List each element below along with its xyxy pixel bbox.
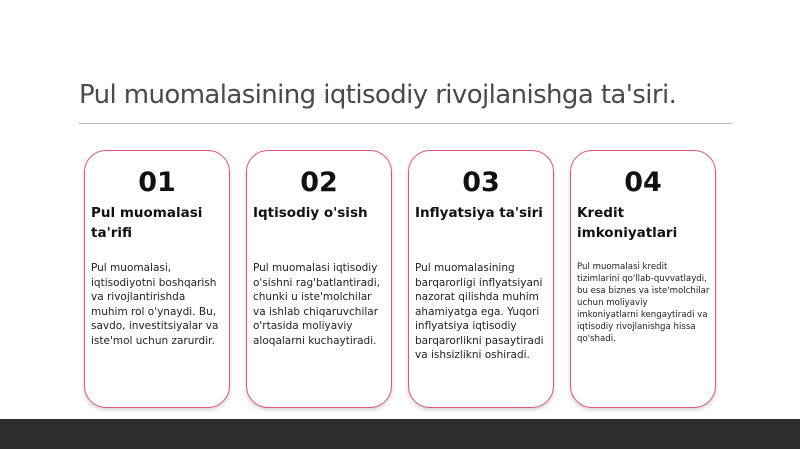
card-heading: Inflyatsiya ta'siri <box>415 205 543 221</box>
card-body: Pul muomalasi, iqtisodiyotni boshqarish va rivojlantirishda muhim rol o'ynaydi. Bu, savdo, investitsiyalar va iste'mol uchun zarurdir. <box>91 262 219 347</box>
card-iqtisodiy-osish <box>246 150 392 408</box>
card-kredit-imkoniyatlari <box>570 150 716 408</box>
card-number: 01 <box>138 167 176 198</box>
card-number: 02 <box>300 167 338 198</box>
card-inflyatsiya-tasiri <box>408 150 554 408</box>
card-body: Pul muomalasining barqarorligi inflyatsiyani nazorat qilishda muhim ahamiyatga ega. Yuqori inflyatsiya iqtisodiy barqarorlikni pasaytiradi va ishsizlikni oshiradi. <box>415 262 544 361</box>
card-number: 03 <box>462 167 500 198</box>
card-heading: Kredit imkoniyatlari <box>577 205 678 241</box>
card-number: 04 <box>624 167 662 198</box>
title-divider <box>79 123 732 124</box>
bottom-bar <box>0 419 800 449</box>
slide-title: Pul muomalasining iqtisodiy rivojlanishga ta'siri. <box>79 80 677 110</box>
card-heading: Iqtisodiy o'sish <box>253 205 368 221</box>
card-pul-muomalasi-tarifi <box>84 150 230 408</box>
card-body: Pul muomalasi iqtisodiy o'sishni rag'batlantiradi, chunki u iste'molchilar va ishlab chiqaruvchilar o'rtasida moliyaviy aloqalarni kuchaytiradi. <box>253 262 380 347</box>
card-body: Pul muomalasi kredit tizimlarini qo'llab-quvvatlaydi, bu esa biznes va iste'molchilar uchun moliyaviy imkoniyatlarni kengaytiradi va iqtisodiy rivojlanishga hissa qo'shadi. <box>577 262 710 344</box>
card-heading: Pul muomalasi ta'rifi <box>91 205 203 241</box>
